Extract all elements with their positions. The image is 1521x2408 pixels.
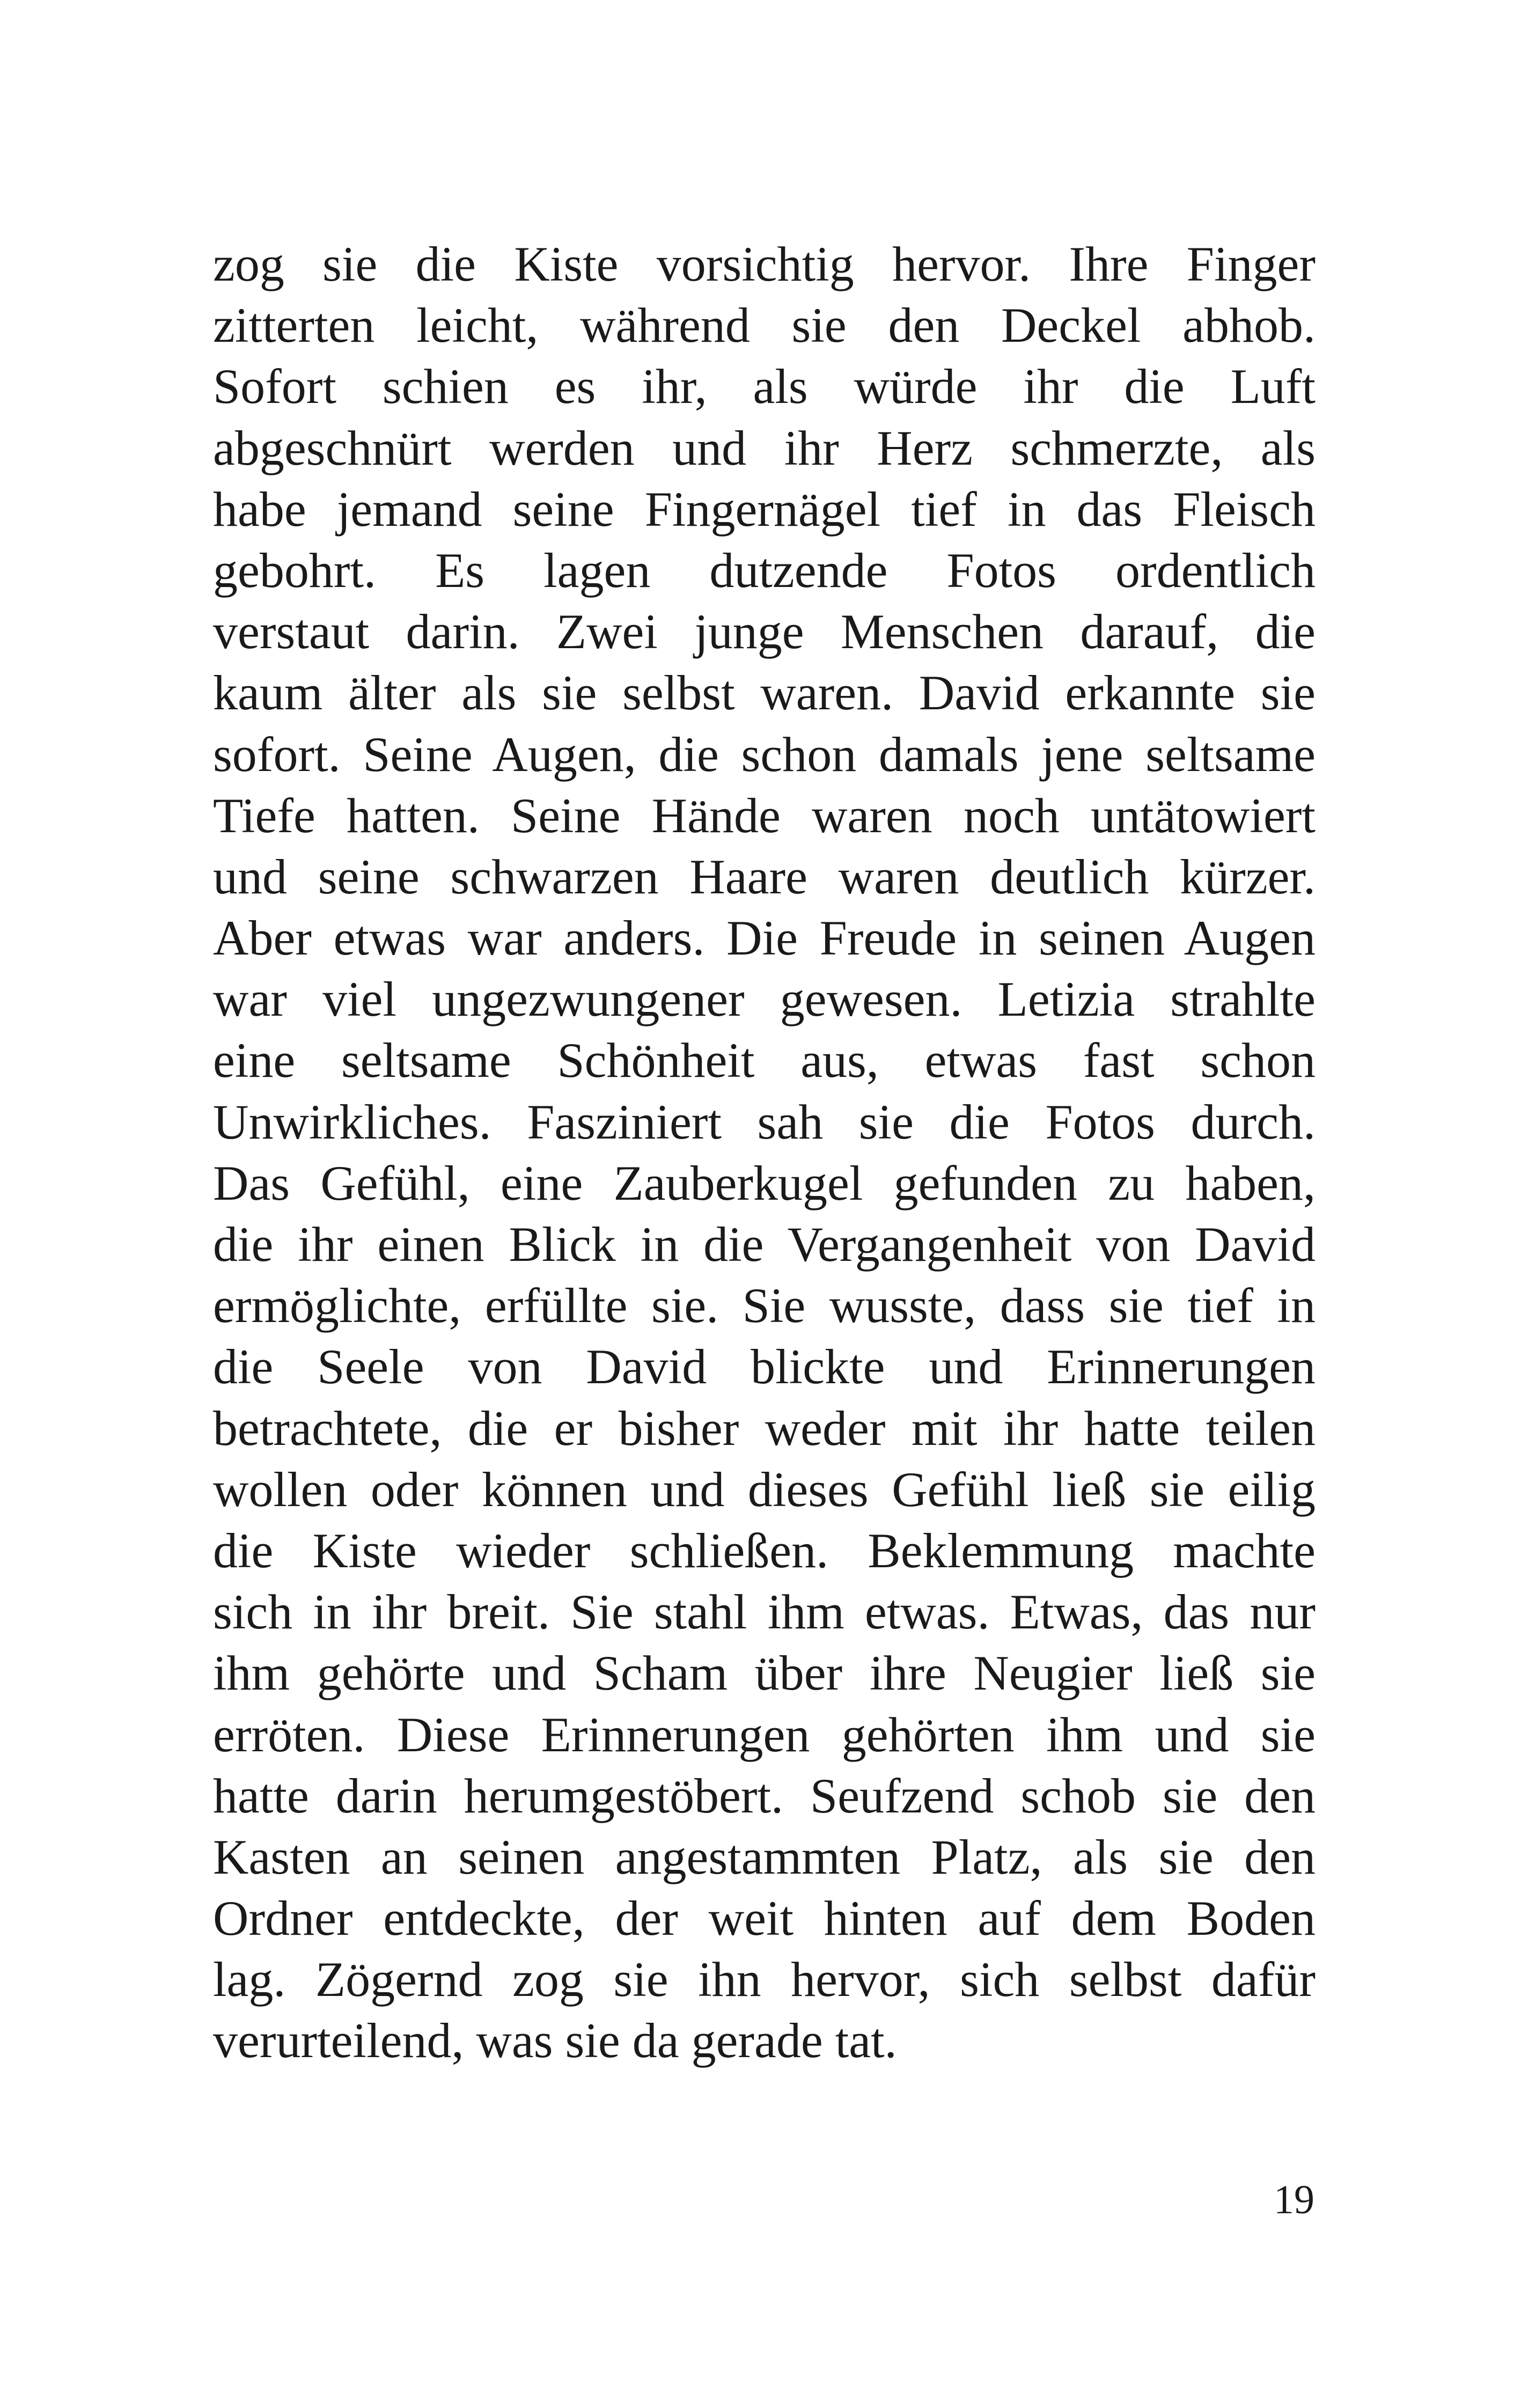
text-line: Aber etwas war anders. Die Freude in seinen Augen — [213, 911, 1316, 966]
text-line: Kasten an seinen angestammten Platz, als sie den — [213, 1829, 1316, 1884]
text-line: war viel ungezwungener gewesen. Letizia strahlte — [213, 972, 1316, 1027]
page-number: 19 — [1274, 2177, 1314, 2222]
body-text — [213, 233, 1316, 2072]
text-line: verurteilend, was sie da gerade tat. — [213, 2013, 897, 2068]
text-line: habe jemand seine Fingernägel tief in das Fleisch — [213, 481, 1316, 537]
text-line: ermöglichte, erfüllte sie. Sie wusste, dass sie tief in — [213, 1278, 1316, 1333]
text-line: Tiefe hatten. Seine Hände waren noch untätowiert — [213, 788, 1316, 843]
text-line: betrachtete, die er bisher weder mit ihr hatte teilen — [213, 1400, 1316, 1456]
text-line: die ihr einen Blick in die Vergangenheit von David — [213, 1217, 1316, 1272]
text-line: erröten. Diese Erinnerungen gehörten ihm und sie — [213, 1707, 1316, 1762]
text-line: eine seltsame Schönheit aus, etwas fast schon — [213, 1033, 1316, 1088]
text-line: wollen oder können und dieses Gefühl ließ sie eilig — [213, 1462, 1316, 1517]
text-line: kaum älter als sie selbst waren. David erkannte sie — [213, 665, 1316, 721]
text-line: zog sie die Kiste vorsichtig hervor. Ihre Finger — [213, 237, 1316, 291]
text-line: und seine schwarzen Haare waren deutlich kürzer. — [213, 849, 1316, 904]
text-line: verstaut darin. Zwei junge Menschen darauf, die — [213, 604, 1316, 659]
text-line: sofort. Seine Augen, die schon damals jene seltsame — [213, 726, 1316, 782]
text-line: lag. Zögernd zog sie ihn hervor, sich selbst dafür — [213, 1952, 1316, 2007]
text-line: Ordner entdeckte, der weit hinten auf dem Boden — [213, 1891, 1316, 1946]
text-line: Unwirkliches. Fasziniert sah sie die Fotos durch. — [213, 1094, 1316, 1149]
text-line: die Seele von David blickte und Erinnerungen — [213, 1339, 1316, 1394]
text-line: sich in ihr breit. Sie stahl ihm etwas. Etwas, das nur — [213, 1584, 1316, 1640]
text-line: hatte darin herumgestöbert. Seufzend schob sie den — [213, 1768, 1316, 1823]
text-line: abgeschnürt werden und ihr Herz schmerzte, als — [213, 420, 1316, 475]
text-line: ihm gehörte und Scham über ihre Neugier ließ sie — [213, 1646, 1316, 1701]
text-line: gebohrt. Es lagen dutzende Fotos ordentlich — [213, 542, 1316, 598]
text-line: die Kiste wieder schließen. Beklemmung machte — [213, 1523, 1316, 1578]
text-line: zitterten leicht, während sie den Deckel abhob. — [213, 298, 1316, 353]
text-line: Sofort schien es ihr, als würde ihr die Luft — [213, 359, 1316, 414]
text-line: Das Gefühl, eine Zauberkugel gefunden zu haben, — [213, 1155, 1316, 1210]
